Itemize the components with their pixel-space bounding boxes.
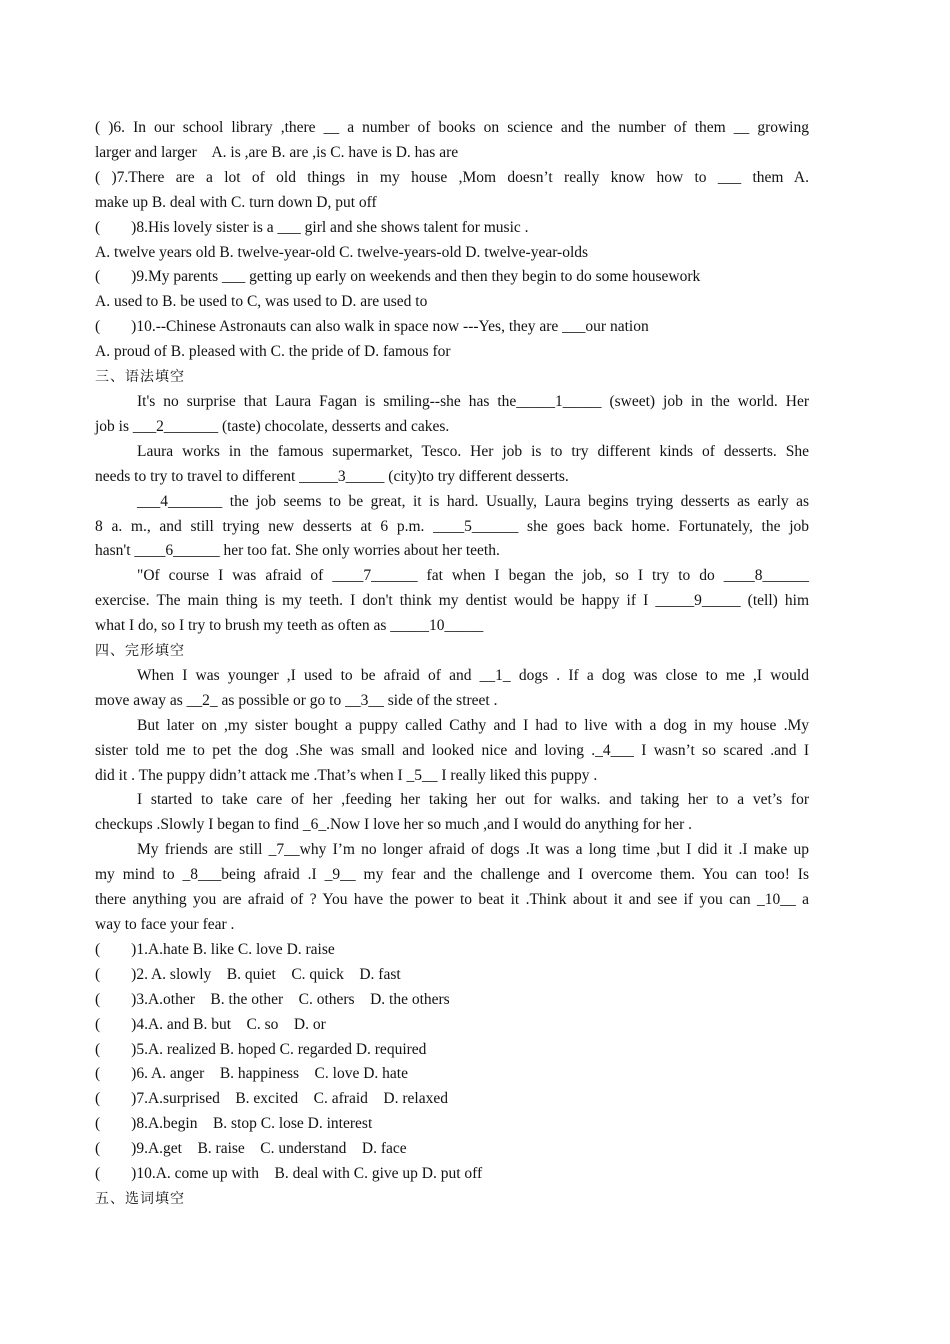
- passage-line: Laura works in the famous supermarket, Tesco. Her job is to try different kinds of desserts. She: [137, 442, 809, 460]
- question-line: ( )6. In our school library ,there __ a number of books on science and the number of them __ growing: [95, 119, 809, 136]
- passage-line: hasn't ____6______ her too fat. She only worries about her teeth.: [95, 542, 500, 560]
- passage-line: sister told me to pet the dog .She was small and looked nice and loving ._4___ I wasn’t so scared .and I: [95, 741, 809, 759]
- option-line: ( )7.A.surprised B. excited C. afraid D. relaxed: [95, 1090, 448, 1108]
- passage-line: It's no surprise that Laura Fagan is smiling--she has the_____1_____ (sweet) job in the world. Her: [137, 392, 809, 410]
- option-line: ( )1.A.hate B. like C. love D. raise: [95, 940, 335, 958]
- passage-line: 8 a. m., and still trying new desserts at 6 p.m. ____5______ she goes back home. Fortunately, the job: [95, 517, 809, 535]
- question-line: make up B. deal with C. turn down D, put off: [95, 193, 377, 211]
- question-line: A. proud of B. pleased with C. the pride of D. famous for: [95, 343, 451, 361]
- passage-line: ___4_______ the job seems to be great, it is hard. Usually, Laura begins trying desserts as early as: [137, 492, 809, 510]
- passage-line: needs to try to travel to different _____3_____ (city)to try different desserts.: [95, 467, 569, 485]
- section-5-heading: 五、选词填空: [95, 1190, 185, 1207]
- question-line: A. used to B. be used to C, was used to D. are used to: [95, 293, 428, 311]
- option-line: ( )8.A.begin B. stop C. lose D. interest: [95, 1115, 373, 1133]
- option-line: ( )5.A. realized B. hoped C. regarded D. required: [95, 1040, 427, 1058]
- section-3-grammar-fill: [95, 390, 809, 639]
- passage-line: did it . The puppy didn’t attack me .That’s when I _5__ I really liked this puppy .: [95, 766, 598, 784]
- worksheet-page: [95, 116, 809, 1212]
- section-3-heading: 三、语法填空: [95, 369, 185, 386]
- passage-line: I started to take care of her ,feeding her taking her out for walks. and taking her to a vet’s for: [137, 791, 809, 809]
- question-line: larger and larger A. is ,are B. are ,is C. have is D. has are: [95, 143, 459, 161]
- section-4-options: [95, 938, 809, 1187]
- question-line: A. twelve years old B. twelve-year-old C. twelve-years-old D. twelve-year-olds: [95, 243, 589, 261]
- passage-line: my mind to _8___being afraid .I _9__ my fear and the challenge and I overcome them. You can too! Is: [95, 866, 809, 884]
- passage-line: exercise. The main thing is my teeth. I don't think my dentist would be happy if I _____9_____ (tell) him: [95, 592, 809, 610]
- option-line: ( )4.A. and B. but C. so D. or: [95, 1015, 326, 1033]
- question-line: ( )7.There are a lot of old things in my house ,Mom doesn’t really know how to ___ them A.: [95, 168, 809, 186]
- passage-line: But later on ,my sister bought a puppy called Cathy and I had to live with a dog in my house .My: [137, 716, 809, 734]
- passage-line: job is ___2_______ (taste) chocolate, desserts and cakes.: [95, 417, 450, 435]
- passage-line: "Of course I was afraid of ____7______ fat when I began the job, so I try to do ____8______: [137, 567, 809, 585]
- option-line: ( )6. A. anger B. happiness C. love D. hate: [95, 1065, 408, 1083]
- question-line: ( )8.His lovely sister is a ___ girl and she shows talent for music .: [95, 218, 529, 236]
- passage-line: checkups .Slowly I began to find _6_.Now I love her so much ,and I would do anything for her .: [95, 816, 693, 834]
- section-4-cloze-passage: [95, 664, 809, 938]
- section-4-heading: 四、完形填空: [95, 643, 185, 660]
- question-line: ( )9.My parents ___ getting up early on weekends and then they begin to do some housework: [95, 268, 701, 286]
- section-2-choice-questions: [95, 116, 809, 365]
- passage-line: My friends are still _7__why I’m no longer afraid of dogs .It was a long time ,but I did it .I make up: [137, 841, 809, 859]
- question-line: ( )10.--Chinese Astronauts can also walk in space now ---Yes, they are ___our nation: [95, 318, 649, 336]
- option-line: ( )9.A.get B. raise C. understand D. face: [95, 1140, 407, 1158]
- passage-line: move away as __2_ as possible or go to __3__ side of the street .: [95, 691, 498, 709]
- passage-line: way to face your fear .: [95, 916, 235, 933]
- option-line: ( )2. A. slowly B. quiet C. quick D. fast: [95, 965, 401, 983]
- passage-line: there anything you are afraid of ? You have the power to beat it .Think about it and see if you can _10__ a: [95, 891, 809, 909]
- passage-line: When I was younger ,I used to be afraid of and __1_ dogs . If a dog was close to me ,I would: [137, 666, 809, 684]
- option-line: ( )10.A. come up with B. deal with C. give up D. put off: [95, 1165, 483, 1183]
- passage-line: what I do, so I try to brush my teeth as often as _____10_____: [95, 617, 484, 635]
- option-line: ( )3.A.other B. the other C. others D. the others: [95, 990, 450, 1008]
